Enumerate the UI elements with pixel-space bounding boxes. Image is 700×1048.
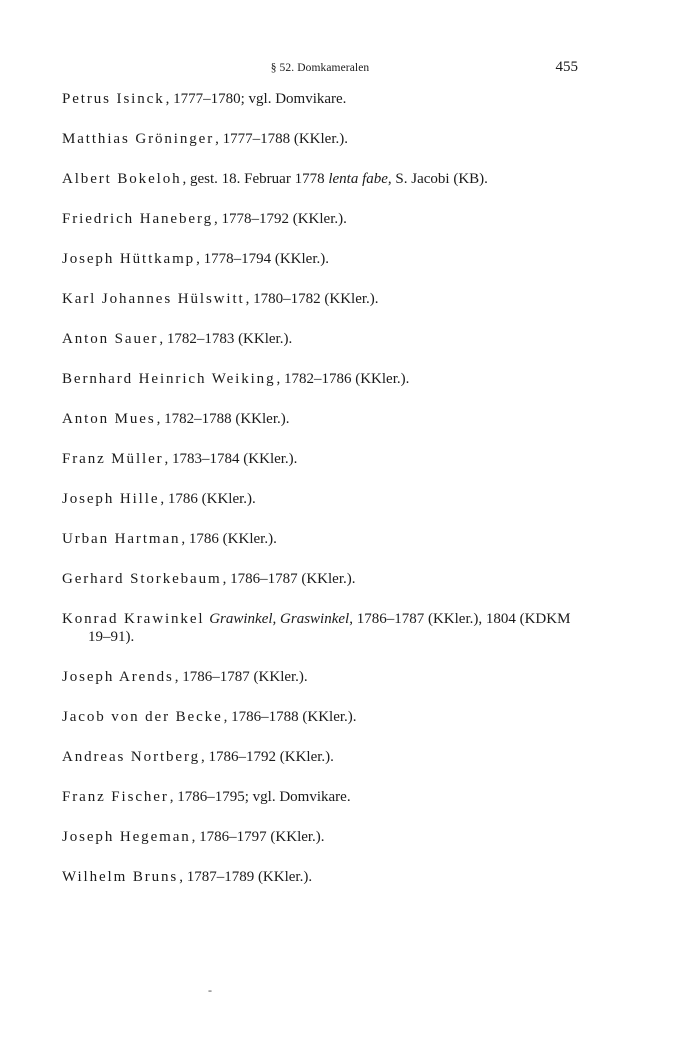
- person-name: Franz Fischer: [62, 789, 169, 805]
- page-header: [0, 58, 700, 78]
- list-item: [62, 788, 592, 806]
- entry-details: , 1782–1783 (KKler.).: [159, 331, 293, 347]
- list-item: [62, 530, 592, 548]
- list-item: [62, 828, 592, 846]
- person-name: Joseph Hüttkamp: [62, 251, 196, 267]
- person-name: Konrad Krawinkel: [62, 611, 205, 627]
- list-item: [62, 450, 592, 468]
- entry-details: , 1786 (KKler.).: [181, 531, 277, 547]
- entry-details: , 1786–1795; vgl. Domvikare.: [169, 789, 351, 805]
- entry-details: , 1786–1787 (KKler.).: [222, 571, 356, 587]
- list-item: [62, 708, 592, 726]
- entry-details: , 1780–1782 (KKler.).: [245, 291, 379, 307]
- entry-details: , 1786 (KKler.).: [160, 491, 256, 507]
- person-name: Joseph Hegeman: [62, 829, 191, 845]
- list-item: [62, 250, 592, 268]
- person-name: Andreas Nortberg: [62, 749, 201, 765]
- person-name: Bernhard Heinrich Weiking: [62, 371, 276, 387]
- person-name: Karl Johannes Hülswitt: [62, 291, 245, 307]
- entry-italic-note: Grawinkel, Graswinkel: [209, 611, 350, 627]
- entry-details: , 1782–1786 (KKler.).: [276, 371, 410, 387]
- list-item: [62, 668, 592, 686]
- entry-details: , 1787–1789 (KKler.).: [179, 869, 313, 885]
- list-item: [62, 490, 592, 508]
- list-item: [62, 370, 592, 388]
- entry-details: , 1777–1780; vgl. Domvikare.: [165, 91, 347, 107]
- person-name: Jacob von der Becke: [62, 709, 223, 725]
- person-name: Wilhelm Bruns: [62, 869, 179, 885]
- entry-details: , 1778–1794 (KKler.).: [196, 251, 329, 267]
- list-item: [62, 210, 592, 228]
- person-name: Anton Mues: [62, 411, 156, 427]
- entry-details-continued: , 1786–1787 (KKler.), 1804 (KDKM 19–91).: [88, 611, 571, 645]
- entry-italic-note: lenta fabe: [328, 171, 388, 187]
- entry-details: , 1786–1797 (KKler.).: [191, 829, 325, 845]
- person-name: Friedrich Haneberg: [62, 211, 213, 227]
- entry-list: [62, 90, 592, 908]
- list-item: [62, 330, 592, 348]
- list-item: [62, 290, 592, 308]
- entry-details: , 1782–1788 (KKler.).: [156, 411, 290, 427]
- person-name: Petrus Isinck: [62, 91, 165, 107]
- list-item: [62, 90, 592, 108]
- entry-details: , 1786–1787 (KKler.).: [174, 669, 308, 685]
- list-item: [62, 868, 592, 886]
- list-item: [62, 570, 592, 588]
- person-name: Anton Sauer: [62, 331, 159, 347]
- list-item: [62, 610, 592, 646]
- entry-details-continued: , S. Jacobi (KB).: [387, 171, 488, 187]
- list-item: [62, 410, 592, 428]
- page-number: 455: [555, 59, 578, 75]
- entry-details: , 1777–1788 (KKler.).: [215, 131, 348, 147]
- entry-details: , 1786–1792 (KKler.).: [201, 749, 334, 765]
- list-item: [62, 170, 592, 188]
- entry-details: , 1778–1792 (KKler.).: [213, 211, 347, 227]
- person-name: Joseph Hille: [62, 491, 160, 507]
- running-title: § 52. Domkameralen: [270, 62, 370, 74]
- list-item: [62, 130, 592, 148]
- person-name: Franz Müller: [62, 451, 164, 467]
- person-name: Matthias Gröninger: [62, 131, 215, 147]
- list-item: [62, 748, 592, 766]
- entry-details: , 1786–1788 (KKler.).: [223, 709, 357, 725]
- person-name: Joseph Arends: [62, 669, 174, 685]
- entry-details: , 1783–1784 (KKler.).: [164, 451, 298, 467]
- entry-details: , gest. 18. Februar 1778: [182, 171, 329, 187]
- person-name: Albert Bokeloh: [62, 171, 182, 187]
- person-name: Gerhard Storkebaum: [62, 571, 222, 587]
- footer-mark: -: [208, 983, 212, 997]
- person-name: Urban Hartman: [62, 531, 181, 547]
